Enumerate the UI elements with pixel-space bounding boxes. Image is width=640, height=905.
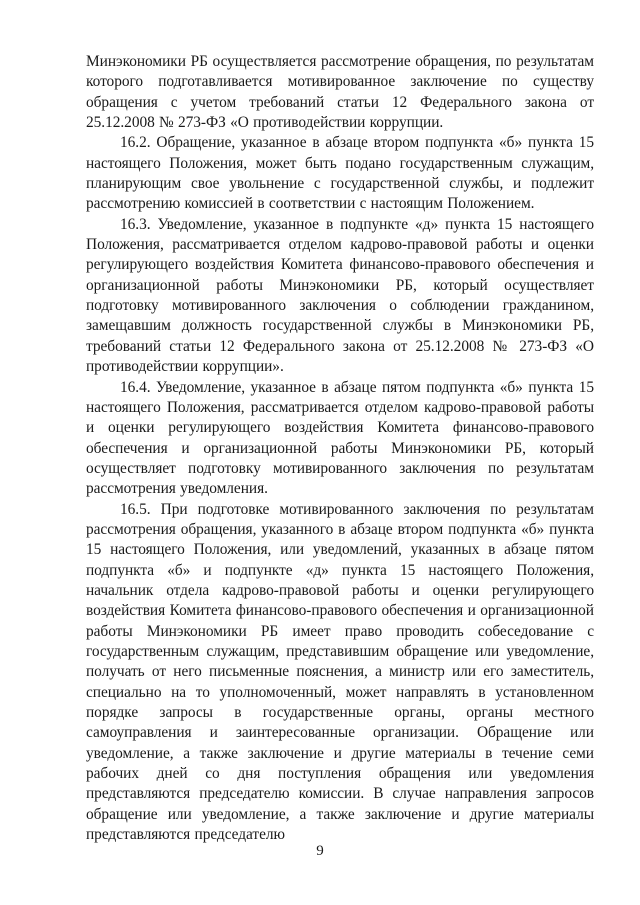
paragraph-16-5: 16.5. При подготовке мотивированного заключения по результатам рассмотрения обращения, указанного в абзаце втором подпункта «б» пункта 15 настоящего Положения, или уведомлений, указанных в абзаце пятом подпункта «б» и подпункте «д» пункта 15 настоящего Положения, начальник отдела кадрово-правовой работы и оценки регулирующего воздействия Комитета финансово-правового обеспечения и организационной работы Минэкономики РБ имеет право проводить собеседование с государственным служащим, представившим обращение или уведомление, получать от него письменные пояснения, а министр или его заместитель, специально на то уполномоченный, может направлять в установленном порядке запросы в государственные органы, органы местного самоуправления и заинтересованные организации. Обращение или уведомление, а также заключение и другие материалы в течение семи рабочих дней со дня поступления обращения или уведомления представляются председателю комиссии. В случае направления запросов обращение или уведомление, а также заключение и другие материалы представляются председателю [86, 500, 594, 844]
paragraph-16-2: 16.2. Обращение, указанное в абзаце втором подпункта «б» пункта 15 настоящего Положения, может быть подано государственным служащим, планирующим свое увольнение с государственной службы, и подлежит рассмотрению комиссией в соответствии с настоящим Положением. [86, 134, 594, 213]
document-body [86, 52, 594, 845]
paragraph-continuation: Минэкономики РБ осуществляется рассмотрение обращения, по результатам которого подготавливается мотивированное заключение по существу обращения с учетом требований статьи 12 Федерального закона от 25.12.2008 № 273-ФЗ «О противодействии коррупции. [86, 53, 594, 132]
paragraph-16-3: 16.3. Уведомление, указанное в подпункте «д» пункта 15 настоящего Положения, рассматривается отделом кадрово-правовой работы и оценки регулирующего воздействия Комитета финансово-правового обеспечения и организационной работы Минэкономики РБ, который осуществляет подготовку мотивированного заключения о соблюдении гражданином, замещавшим должность государственной службы в Минэкономики РБ, требований статьи 12 Федерального закона от 25.12.2008 № 273-ФЗ «О противодействии коррупции». [86, 215, 594, 376]
paragraph-16-4: 16.4. Уведомление, указанное в абзаце пятом подпункта «б» пункта 15 настоящего Положения, рассматривается отделом кадрово-правовой работы и оценки регулирующего воздействия Комитета финансово-правового обеспечения и организационной работы Минэкономики РБ, который осуществляет подготовку мотивированного заключения по результатам рассмотрения уведомления. [86, 378, 594, 498]
page-number: 9 [316, 843, 324, 859]
